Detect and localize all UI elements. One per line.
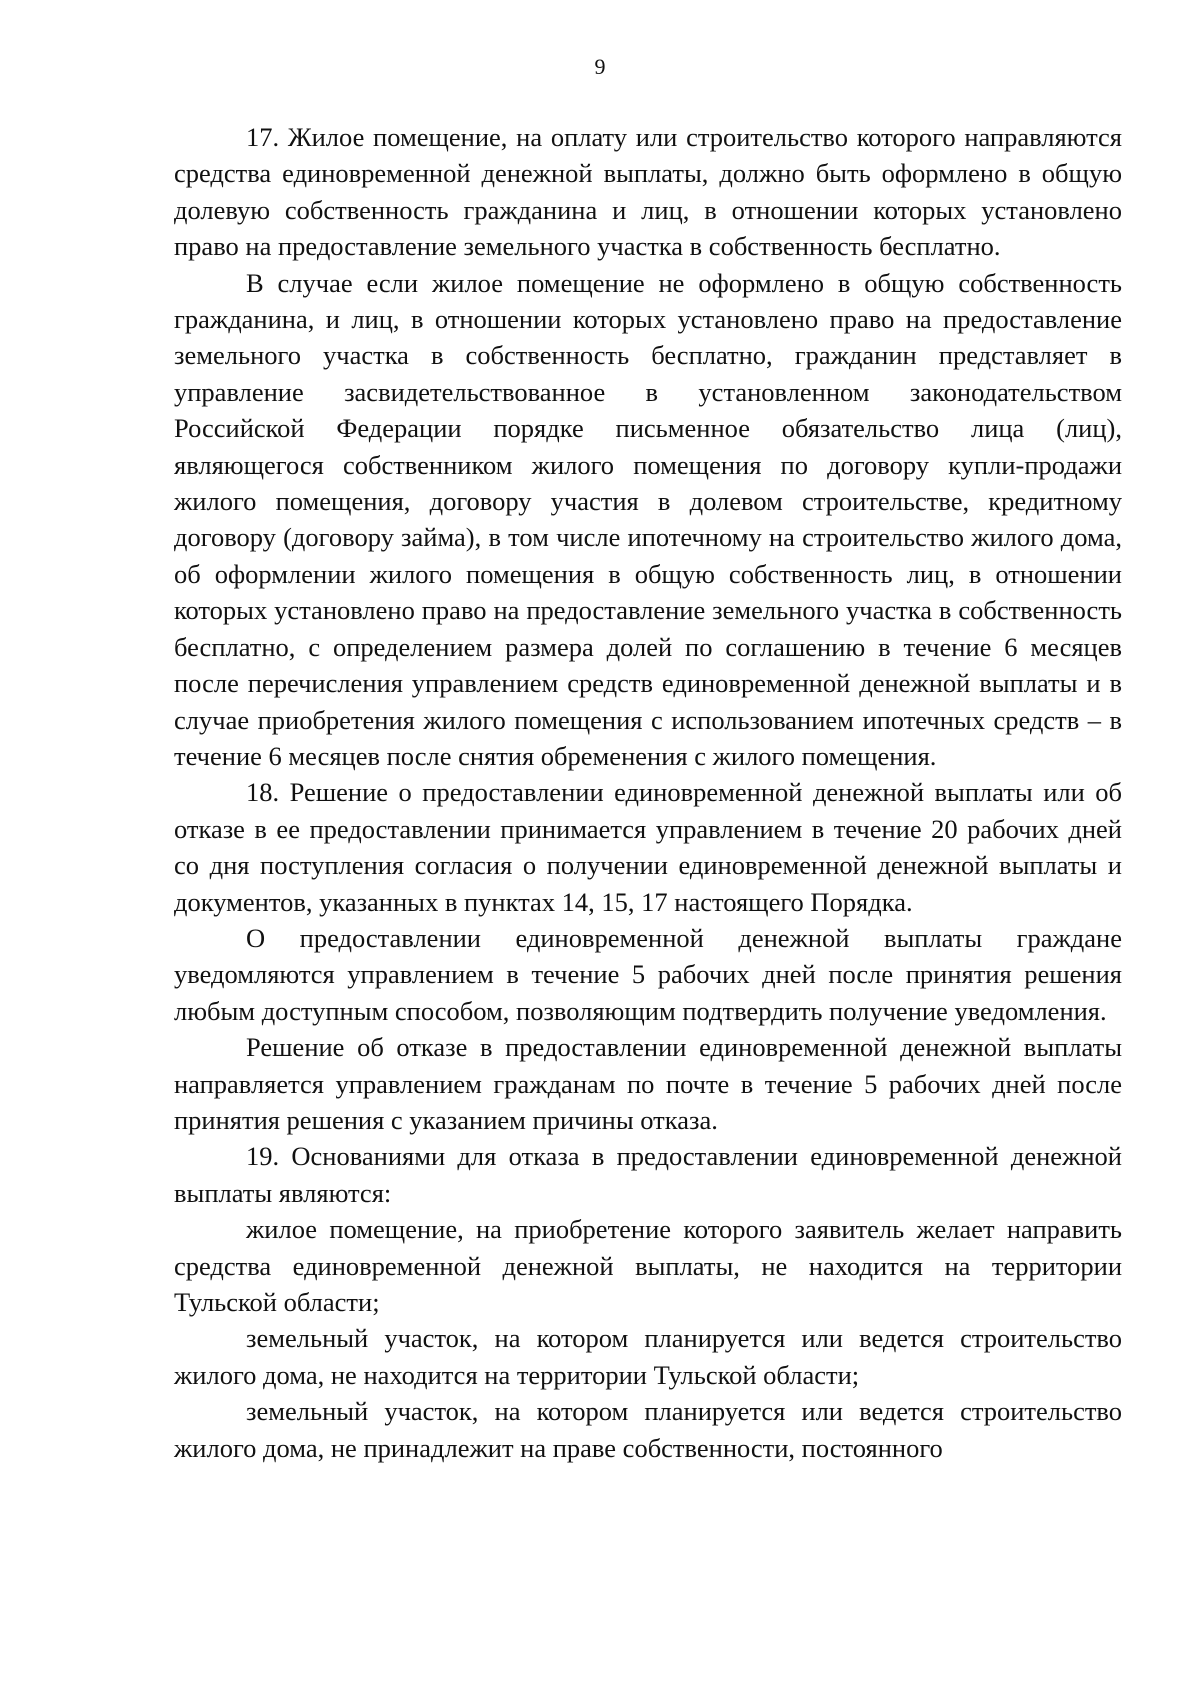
paragraph-19-ground-land-location: земельный участок, на котором планируется или ведется строительство жилого дома, не находится на территории Тульской области; bbox=[174, 1323, 1122, 1390]
paragraph-18: 18. Решение о предоставлении единовременной денежной выплаты или об отказе в ее предоставлении принимается управлением в течение 20 рабочих дней со дня поступления согласия о получении единовременной денежной выплаты и документов, указанных в пунктах 14, 15, 17 настоящего Порядка. bbox=[174, 777, 1122, 917]
paragraph-19-ground-dwelling: жилое помещение, на приобретение которого заявитель желает направить средства единовременной денежной выплаты, не находится на территории Тульской области; bbox=[174, 1214, 1122, 1317]
paragraph-17-ownership-obligation: В случае если жилое помещение не оформлено в общую собственность гражданина, и лиц, в отношении которых установлено право на предоставление земельного участка в собственность бесплатно, гражданин представляет в управление засвидетельствованное в установленном законодательством Российской Федерации порядке письменное обязательство лица (лиц), являющегося собственником жилого помещения по договору купли-продажи жилого помещения, договору участия в долевом строительстве, кредитному договору (договору займа), в том числе ипотечному на строительство жилого дома, об оформлении жилого помещения в общую собственность лиц, в отношении которых установлено право на предоставление земельного участка в собственность бесплатно, с определением размера долей по соглашению в течение 6 месяцев после перечисления управлением средств единовременной денежной выплаты и в случае приобретения жилого помещения с использованием ипотечных средств – в течение 6 месяцев после снятия обременения с жилого помещения. bbox=[174, 267, 1122, 771]
paragraph-19: 19. Основаниями для отказа в предоставлении единовременной денежной выплаты являются: bbox=[174, 1141, 1122, 1208]
paragraph-18-notification: О предоставлении единовременной денежной выплаты граждане уведомляются управлением в течение 5 рабочих дней после принятия решения любым доступным способом, позволяющим подтвердить получение уведомления. bbox=[174, 922, 1122, 1026]
document-body bbox=[174, 119, 1122, 1466]
paragraph-17: 17. Жилое помещение, на оплату или строительство которого направляются средства единовременной денежной выплаты, должно быть оформлено в общую долевую собственность гражданина и лиц, в отношении которых установлено право на предоставление земельного участка в собственность бесплатно. bbox=[174, 122, 1122, 262]
paragraph-18-refusal: Решение об отказе в предоставлении единовременной денежной выплаты направляется управлением гражданам по почте в течение 5 рабочих дней после принятия решения с указанием причины отказа. bbox=[174, 1032, 1122, 1135]
paragraph-19-ground-land-ownership: земельный участок, на котором планируется или ведется строительство жилого дома, не принадлежит на праве собственности, постоянного bbox=[174, 1396, 1122, 1463]
page-number: 9 bbox=[594, 54, 606, 79]
